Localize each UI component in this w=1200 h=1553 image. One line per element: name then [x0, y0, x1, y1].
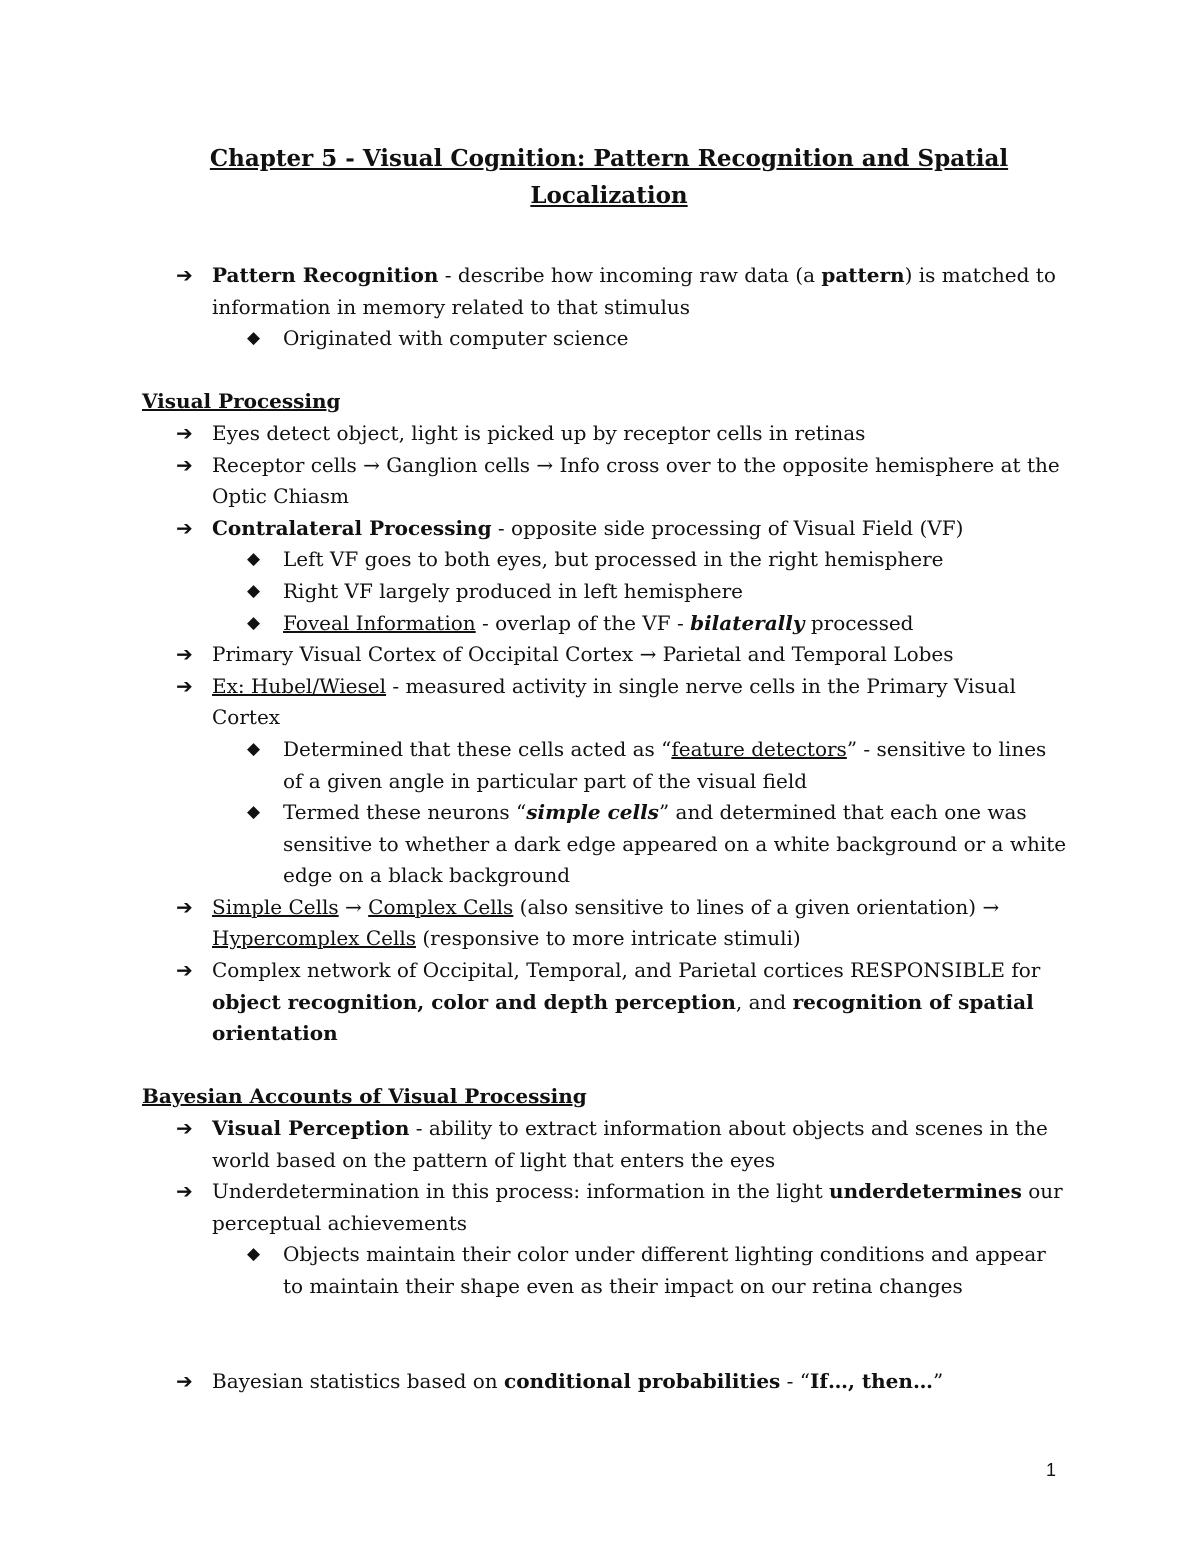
term-hubel-wiesel: Ex: Hubel/Wiesel: [212, 673, 387, 698]
arrow-right-icon: ➔: [176, 894, 193, 919]
diamond-bullet-icon: ◆: [247, 549, 261, 570]
sub-item-text: Left VF goes to both eyes, but processed in the right hemisphere: [283, 547, 944, 572]
arrow-right-icon: ➔: [176, 958, 193, 983]
sub-item-foveal: [142, 608, 1072, 640]
sub-item-simple-cells: [142, 797, 1072, 892]
list-item: [142, 418, 1072, 450]
arrow-right-icon: ➔: [176, 515, 193, 540]
text-fragment: (also sensitive to lines of a given orientation) →: [513, 894, 1000, 919]
emphasis-object-recognition: object recognition, color and depth perception: [212, 989, 736, 1014]
diamond-bullet-icon: ◆: [247, 1244, 261, 1265]
arrow-right-icon: ➔: [176, 1368, 193, 1393]
page-number: 1: [1045, 1460, 1056, 1480]
emphasis-spatial-orientation: recognition of spatial orientation: [212, 989, 1034, 1046]
list-item-visual-perception: [142, 1113, 1072, 1176]
section-heading-bayesian: Bayesian Accounts of Visual Processing: [142, 1084, 587, 1109]
sub-item: [142, 544, 1072, 576]
text-fragment: →: [338, 894, 369, 919]
list-item-pattern-recognition: [142, 260, 1072, 323]
term-feature-detectors: feature detectors: [671, 736, 847, 761]
text-fragment: our perceptual achievements: [212, 1179, 1063, 1235]
text-fragment: ”: [932, 1368, 944, 1393]
document-page: [142, 140, 1072, 1397]
term-hypercomplex-cells: Hypercomplex Cells: [212, 926, 417, 951]
list-item-underdetermination: [142, 1176, 1072, 1239]
text-fragment: - “: [780, 1368, 811, 1393]
list-item-text: Eyes detect object, light is picked up by receptor cells in retinas: [212, 420, 866, 445]
list-item-contralateral: [142, 513, 1072, 545]
diamond-bullet-icon: ◆: [247, 738, 261, 759]
list-item-hubel-wiesel: [142, 671, 1072, 734]
arrow-right-icon: ➔: [176, 420, 193, 445]
arrow-right-icon: ➔: [176, 673, 193, 698]
diamond-bullet-icon: ◆: [247, 802, 261, 823]
text-fragment: Bayesian statistics based on: [212, 1368, 505, 1393]
term-pattern-recognition: Pattern Recognition: [212, 263, 439, 287]
term-visual-perception: Visual Perception: [212, 1116, 410, 1141]
sub-item-text: Originated with computer science: [283, 326, 629, 351]
text-fragment: Termed these neurons “: [283, 800, 527, 825]
title-line-2: Localization: [530, 182, 688, 209]
arrow-right-icon: ➔: [176, 1116, 193, 1141]
text-fragment: - describe how incoming raw data (a: [438, 263, 822, 287]
text-fragment: Complex network of Occipital, Temporal, and Parietal cortices RESPONSIBLE for: [212, 958, 1041, 983]
sub-item-text: Right VF largely produced in left hemisphere: [283, 578, 743, 603]
list-item-text: Primary Visual Cortex of Occipital Cortex → Parietal and Temporal Lobes: [212, 642, 954, 667]
title-line-1: Chapter 5 - Visual Cognition: Pattern Recognition and Spatial: [209, 145, 1009, 172]
text-fragment: ) is matched to information in memory related to that stimulus: [212, 263, 1056, 319]
sub-item-feature-detectors: [142, 734, 1072, 797]
list-item: [142, 450, 1072, 513]
text-fragment: - ability to extract information about objects and scenes in the world based on the pattern of light that enters the eyes: [212, 1116, 1048, 1172]
arrow-right-icon: ➔: [176, 642, 193, 667]
term-contralateral-processing: Contralateral Processing: [212, 515, 492, 540]
emphasis-underdetermines: underdetermines: [829, 1179, 1022, 1204]
list-item-bayesian-statistics: [142, 1366, 1072, 1398]
list-item-text: Receptor cells → Ganglion cells → Info cross over to the opposite hemisphere at the Optic Chiasm: [212, 452, 1060, 509]
text-fragment: Determined that these cells acted as “: [283, 736, 672, 761]
arrow-right-icon: ➔: [176, 452, 193, 477]
sub-item-computer-science: [142, 323, 1072, 355]
sub-item: [142, 1239, 1072, 1302]
text-fragment: - measured activity in single nerve cells in the Primary Visual Cortex: [212, 673, 1016, 730]
diamond-bullet-icon: ◆: [247, 580, 261, 601]
term-pattern: pattern: [821, 263, 905, 287]
term-complex-cells: Complex Cells: [368, 894, 514, 919]
text-fragment: , and: [735, 989, 793, 1014]
emphasis-simple-cells: simple cells: [526, 800, 659, 825]
section-heading-visual-processing: Visual Processing: [142, 389, 341, 414]
term-foveal-information: Foveal Information: [283, 610, 476, 635]
list-item-cell-types: [142, 892, 1072, 955]
emphasis-if-then: If…, then…: [810, 1368, 933, 1393]
text-fragment: Underdetermination in this process: information in the light: [212, 1179, 830, 1204]
text-fragment: ” and determined that each one was sensitive to whether a dark edge appeared on a white background or a white edge on a black background: [283, 800, 1067, 888]
text-fragment: - overlap of the VF -: [475, 610, 691, 635]
emphasis-conditional-probabilities: conditional probabilities: [504, 1368, 781, 1393]
text-fragment: ” - sensitive to lines of a given angle in particular part of the visual field: [283, 736, 1047, 793]
arrow-right-icon: ➔: [176, 263, 193, 287]
term-simple-cells: Simple Cells: [212, 894, 339, 919]
text-fragment: (responsive to more intricate stimuli): [416, 926, 801, 951]
text-fragment: processed: [804, 610, 914, 635]
text-fragment: - opposite side processing of Visual Field (VF): [491, 515, 964, 540]
sub-item-text: Objects maintain their color under different lighting conditions and appear to maintain their shape even as their impact on our retina changes: [283, 1242, 1046, 1298]
list-item-complex-network: [142, 955, 1072, 1050]
arrow-right-icon: ➔: [176, 1179, 193, 1204]
diamond-bullet-icon: ◆: [247, 612, 261, 633]
page-title: [142, 140, 1072, 214]
diamond-bullet-icon: ◆: [247, 328, 261, 349]
sub-item: [142, 576, 1072, 608]
list-item: [142, 639, 1072, 671]
emphasis-bilaterally: bilaterally: [690, 610, 805, 635]
